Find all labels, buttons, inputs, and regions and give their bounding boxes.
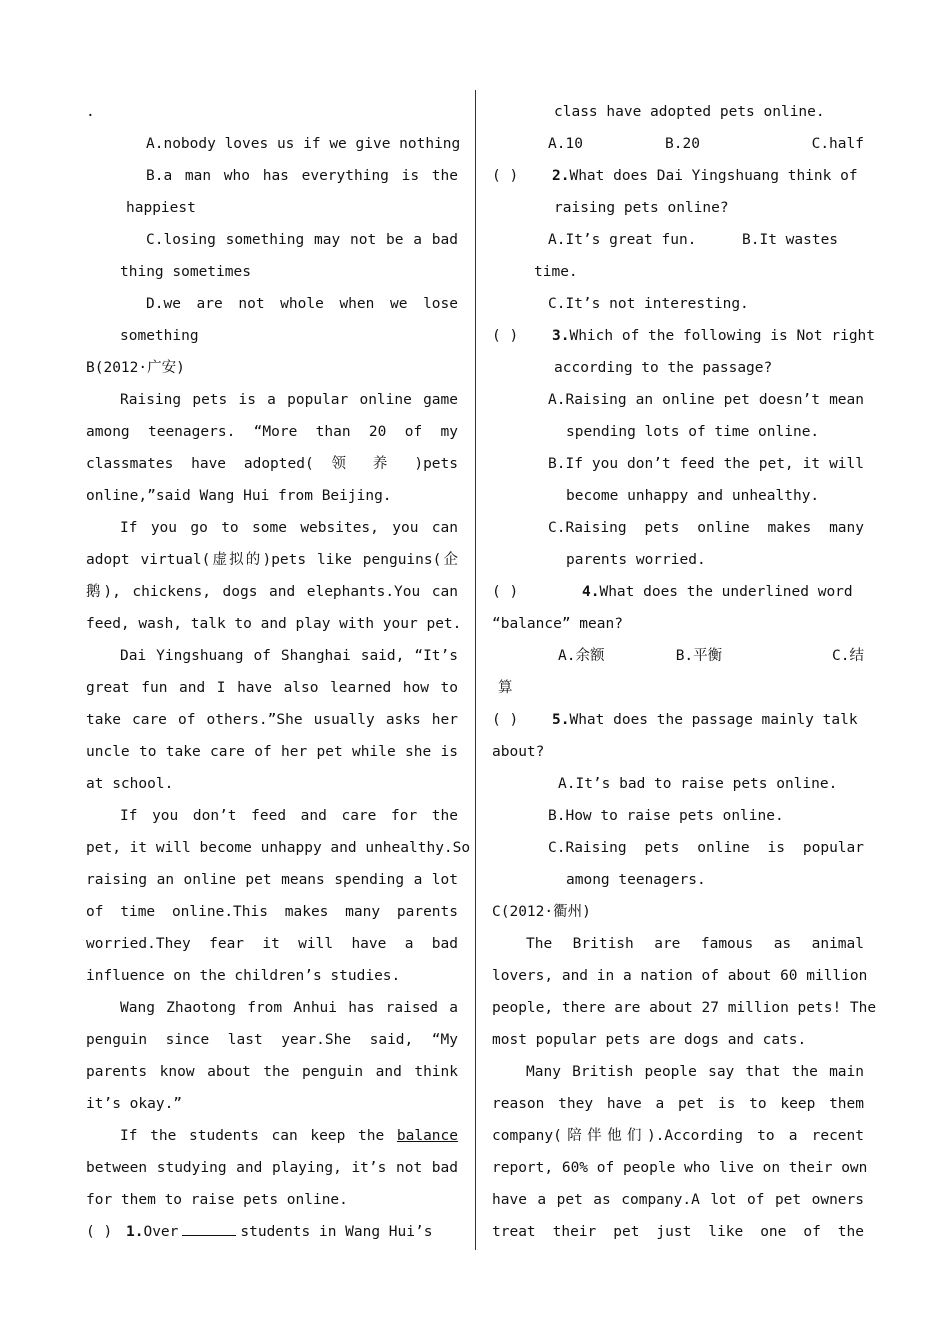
option-cont: 算 (498, 680, 513, 696)
option: A.Raising an online pet doesn’t mean (548, 392, 864, 408)
option-cont: become unhappy and unhealthy. (566, 488, 820, 504)
option: B.平衡 (675, 648, 723, 664)
question-number: 4. (582, 584, 600, 600)
column-divider (475, 90, 476, 1250)
question-text: What does the passage mainly talk (569, 712, 858, 728)
option: A.10 (548, 136, 583, 152)
left-column (86, 96, 471, 1248)
option: A.It’s great fun. (548, 232, 697, 248)
p6-line (86, 1120, 458, 1152)
leading-dot: . (86, 104, 95, 120)
question-2-cont: raising pets online? (554, 200, 729, 216)
p2-line: 鹅), chickens, dogs and elephants.You can (86, 584, 458, 600)
fill-blank[interactable] (182, 1217, 236, 1236)
option: B.20 (665, 136, 700, 152)
p5-line: parents know about the penguin and think (86, 1064, 458, 1080)
question-1 (86, 1216, 458, 1248)
p6-text: If the students can keep the (120, 1128, 385, 1144)
p4-line: worried.They fear it will have a bad (86, 936, 458, 952)
option-cont: time. (534, 264, 578, 280)
option-c-cont: thing sometimes (120, 264, 251, 280)
section-b-heading: B(2012·广安) (86, 360, 185, 376)
option: C.half (811, 136, 864, 152)
right-column (492, 96, 877, 1248)
question-text: What does the underlined word (599, 584, 853, 600)
option-cont: spending lots of time online. (566, 424, 820, 440)
section-c-heading: C(2012·衢州) (492, 904, 591, 920)
q1-options (492, 128, 864, 160)
c-p2-line: reason they have a pet is to keep them (492, 1096, 864, 1112)
answer-paren[interactable]: ( ) (86, 1224, 113, 1240)
p1-line: among teenagers. “More than 20 of my (86, 424, 458, 440)
question-number: 1. (126, 1224, 144, 1240)
answer-paren[interactable]: ( ) (492, 328, 519, 344)
question-text: Which of the following is Not right (569, 328, 876, 344)
p4-line: raising an online pet means spending a lot (86, 872, 458, 888)
q1-cont: class have adopted pets online. (554, 104, 825, 120)
option-b: B.a man who has everything is the (146, 168, 458, 184)
c-p2-line: company(陪伴他们).According to a recent (492, 1128, 864, 1144)
p4-line: influence on the children’s studies. (86, 968, 401, 984)
p1-line: online,”said Wang Hui from Beijing. (86, 488, 392, 504)
c-p2-line: report, 60% of people who live on their own (492, 1160, 868, 1176)
option-c: C.losing something may not be a bad (146, 232, 458, 248)
c-p1-line: lovers, and in a nation of about 60 million (492, 968, 868, 984)
option: A.It’s bad to raise pets online. (558, 776, 838, 792)
p3-line: great fun and I have also learned how to (86, 680, 458, 696)
p3-line: take care of others.”She usually asks her (86, 712, 458, 728)
question-text: students in Wang Hui’s (240, 1224, 433, 1240)
question-5 (492, 704, 864, 736)
question-3-cont: according to the passage? (554, 360, 773, 376)
option-cont: parents worried. (566, 552, 706, 568)
p1-line: classmates have adopted( 领 养 )pets (86, 456, 458, 472)
option-a: A.nobody loves us if we give nothing (146, 136, 461, 152)
q4-options (492, 640, 864, 672)
p5-line: it’s okay.” (86, 1096, 183, 1112)
option-d: D.we are not whole when we lose (146, 296, 458, 312)
p2-line: If you go to some websites, you can (120, 520, 458, 536)
p3-line: Dai Yingshuang of Shanghai said, “It’s (120, 648, 458, 664)
option: B.If you don’t feed the pet, it will (548, 456, 864, 472)
p5-line: penguin since last year.She said, “My (86, 1032, 458, 1048)
p5-line: Wang Zhaotong from Anhui has raised a (120, 1000, 458, 1016)
option: C.Raising pets online makes many (548, 520, 864, 536)
p3-line: uncle to take care of her pet while she is (86, 744, 458, 760)
p3-line: at school. (86, 776, 174, 792)
question-4-cont: “balance” mean? (492, 616, 623, 632)
p6-line: for them to raise pets online. (86, 1192, 348, 1208)
question-5-cont: about? (492, 744, 545, 760)
question-4 (492, 576, 864, 608)
p2-line: feed, wash, talk to and play with your pet. (86, 616, 462, 632)
p6-line: between studying and playing, it’s not bad (86, 1160, 458, 1176)
question-text: Over (143, 1224, 179, 1240)
option-d-cont: something (120, 328, 199, 344)
option: B.How to raise pets online. (548, 808, 784, 824)
option: C.结 (832, 648, 864, 664)
option-cont: among teenagers. (566, 872, 706, 888)
underlined-word: balance (396, 1128, 458, 1144)
answer-paren[interactable]: ( ) (492, 168, 519, 184)
q2-options (492, 224, 864, 256)
p4-line: pet, it will become unhappy and unhealthy.So (86, 840, 471, 856)
option-b-cont: happiest (126, 200, 196, 216)
c-p1-line: most popular pets are dogs and cats. (492, 1032, 807, 1048)
answer-paren[interactable]: ( ) (492, 584, 519, 600)
question-text: What does Dai Yingshuang think of (569, 168, 858, 184)
option: C.It’s not interesting. (548, 296, 749, 312)
question-3 (492, 320, 876, 352)
question-number: 3. (552, 328, 570, 344)
option: B.It wastes (742, 232, 839, 248)
option: C.Raising pets online is popular (548, 840, 864, 856)
option: A.余额 (558, 648, 605, 664)
p4-line: If you don’t feed and care for the (120, 808, 458, 824)
c-p2-line: Many British people say that the main (526, 1064, 864, 1080)
question-2 (492, 160, 864, 192)
p4-line: of time online.This makes many parents (86, 904, 458, 920)
c-p2-line: treat their pet just like one of the (492, 1224, 864, 1240)
c-p2-line: have a pet as company.A lot of pet owners (492, 1192, 864, 1208)
c-p1-line: The British are famous as animal (526, 936, 864, 952)
c-p1-line: people, there are about 27 million pets! The (492, 1000, 877, 1016)
answer-paren[interactable]: ( ) (492, 712, 519, 728)
question-number: 2. (552, 168, 570, 184)
p2-line: adopt virtual(虚拟的)pets like penguins(企 (86, 552, 458, 568)
p1-line: Raising pets is a popular online game (120, 392, 458, 408)
question-number: 5. (552, 712, 570, 728)
